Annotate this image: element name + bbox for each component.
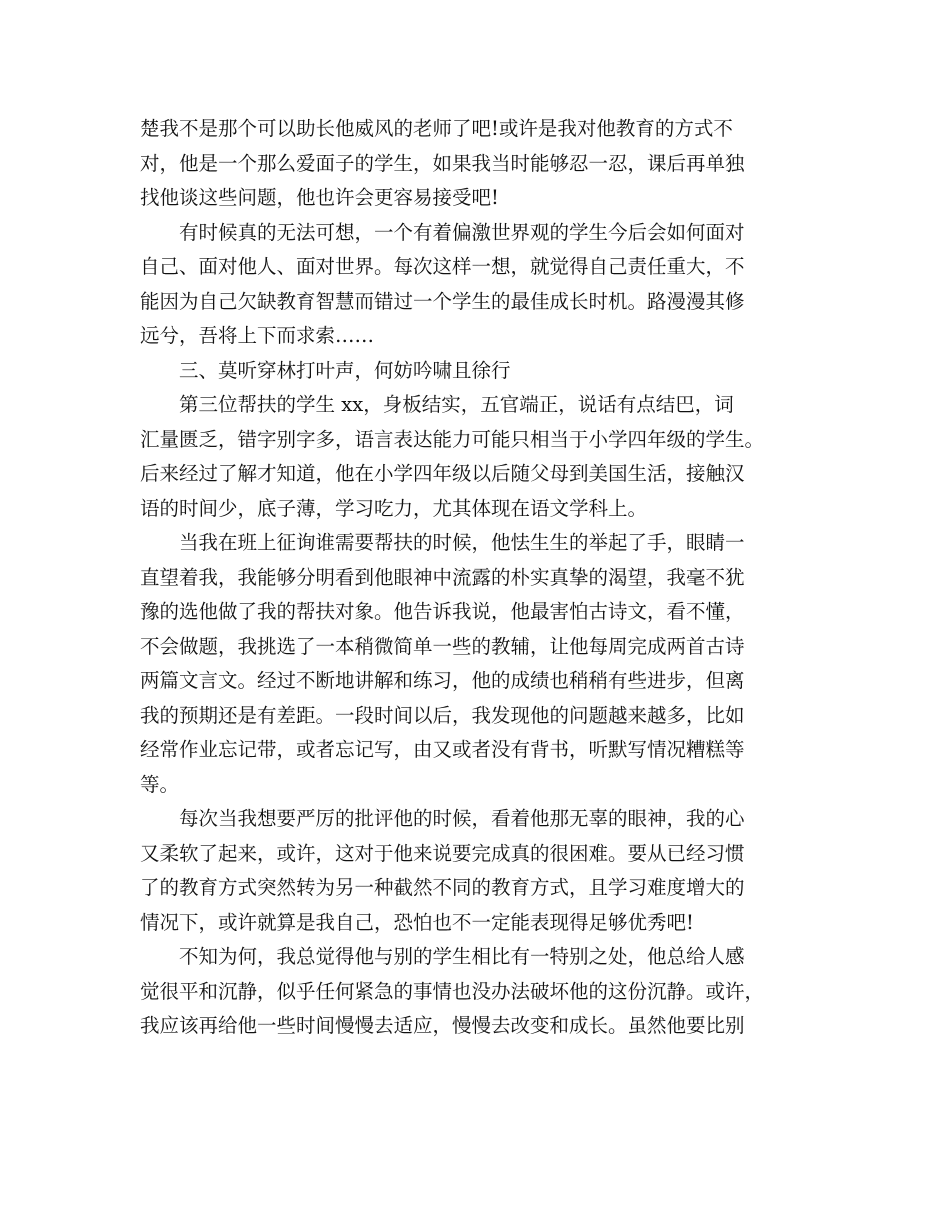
text-line: 又柔软了起来，或许，这对于他来说要完成真的很困难。要从已经习惯	[140, 841, 745, 865]
text-line: 当我在班上征询谁需要帮扶的时候，他怯生生的举起了手，眼睛一	[140, 531, 745, 554]
text-line: 汇量匮乏，错字别字多，语言表达能力可能只相当于小学四年级的学生。	[140, 427, 765, 451]
text-line: 楚我不是那个可以助长他威风的老师了吧!或许是我对他教育的方式不	[140, 117, 733, 140]
text-line: 不会做题，我挑选了一本稍微简单一些的教辅，让他每周完成两首古诗	[140, 634, 745, 658]
text-line: 豫的选他做了我的帮扶对象。他告诉我说，他最害怕古诗文，看不懂，	[140, 600, 745, 623]
text-line: 情况下，或许就算是我自己，恐怕也不一定能表现得足够优秀吧!	[140, 910, 694, 934]
text-line: 每次当我想要严厉的批评他的时候，看着他那无辜的眼神，我的心	[140, 807, 745, 830]
text-line: 语的时间少，底子薄，学习吃力，尤其体现在语文学科上。	[140, 496, 648, 520]
text-line: 觉很平和沉静，似乎任何紧急的事情也没办法破坏他的这份沉静。或许，	[140, 979, 765, 1003]
text-line: 自己、面对他人、面对世界。每次这样一想，就觉得自己责任重大，不	[140, 255, 745, 278]
text-line: 远兮，吾将上下而求索……	[140, 324, 375, 347]
text-line: 后来经过了解才知道，他在小学四年级以后随父母到美国生活，接触汉	[140, 462, 745, 485]
text-line: 两篇文言文。经过不断地讲解和练习，他的成绩也稍稍有些进步，但离	[140, 669, 745, 692]
text-line: 能因为自己欠缺教育智慧而错过一个学生的最佳成长时机。路漫漫其修	[140, 289, 745, 313]
text-line: 经常作业忘记带，或者忘记写，由又或者没有背书，听默写情况糟糕等	[140, 738, 745, 761]
text-line: 我的预期还是有差距。一段时间以后，我发现他的问题越来越多，比如	[140, 703, 745, 727]
text-line: 不知为何，我总觉得他与别的学生相比有一特别之处，他总给人感	[140, 945, 745, 968]
text-line: 了的教育方式突然转为另一种截然不同的教育方式，且学习难度增大的	[140, 876, 745, 899]
section-heading: 三、莫听穿林打叶声，何妨吟啸且徐行	[140, 358, 511, 382]
document-body	[140, 112, 825, 1044]
text-line: 有时候真的无法可想，一个有着偏激世界观的学生今后会如何面对	[140, 220, 745, 244]
text-line: 我应该再给他一些时间慢慢去适应，慢慢去改变和成长。虽然他要比别	[140, 1014, 745, 1037]
text-line: 第三位帮扶的学生 xx，身板结实，五官端正，说话有点结巴，词	[140, 393, 734, 416]
text-line: 对，他是一个那么爱面子的学生，如果我当时能够忍一忍，课后再单独	[140, 151, 745, 175]
text-line: 找他谈这些问题，他也许会更容易接受吧!	[140, 186, 499, 209]
text-line: 等。	[140, 772, 180, 796]
text-line: 直望着我，我能够分明看到他眼神中流露的朴实真挚的渴望，我毫不犹	[140, 565, 745, 589]
